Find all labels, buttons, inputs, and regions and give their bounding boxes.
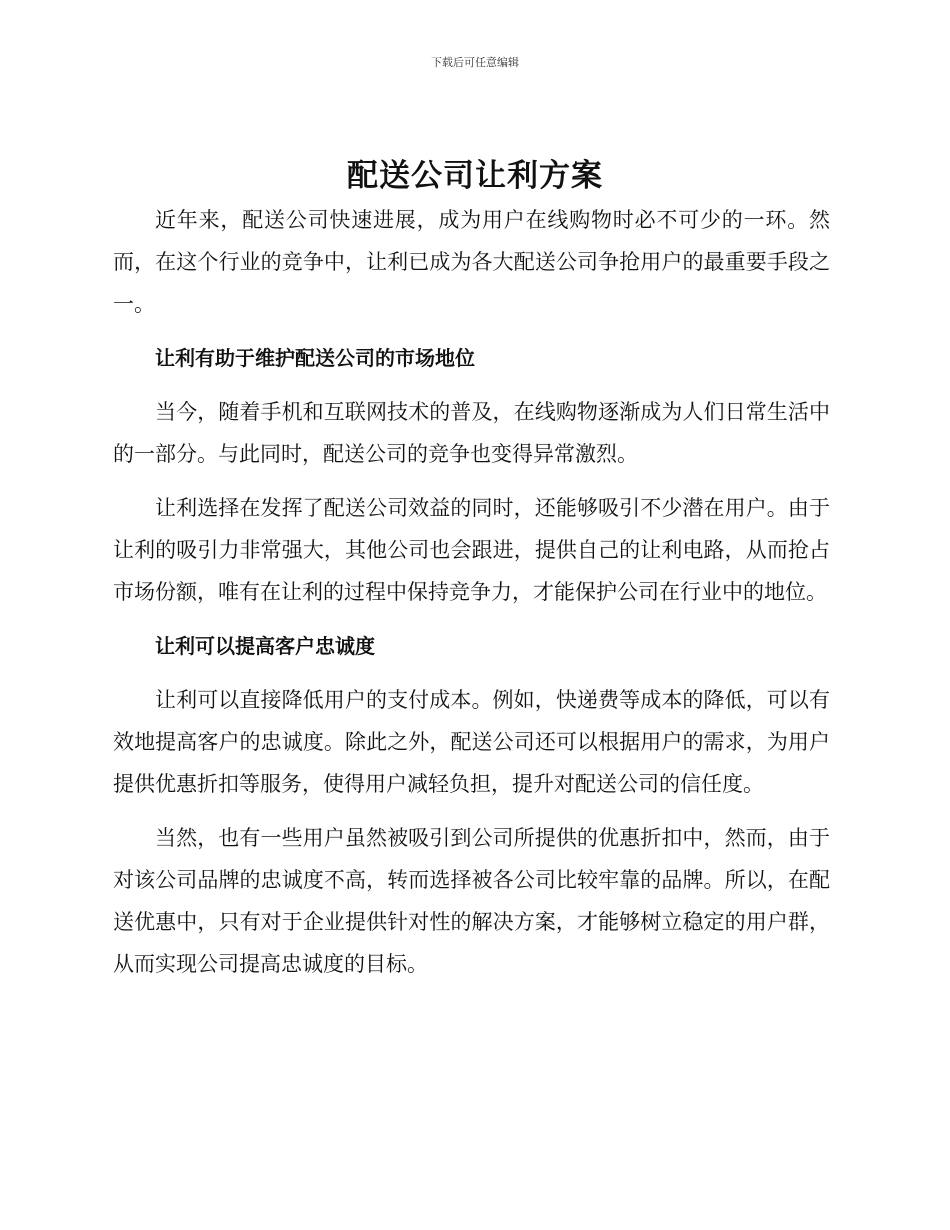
paragraph: 当今，随着手机和互联网技术的普及，在线购物逐渐成为人们日常生活中的一部分。与此同时，配送公司的竞争也变得异常激烈。 [113,400,830,466]
section-heading-customer-loyalty: 让利可以提高客户忠诚度 [155,634,375,658]
header-note: 下载后可任意编辑 [431,56,519,69]
document-title: 配送公司让利方案 [347,158,603,194]
paragraph: 当然，也有一些用户虽然被吸引到公司所提供的优惠折扣中，然而，由于对该公司品牌的忠诚度不高，转而选择被各公司比较牢靠的品牌。所以，在配送优惠中，只有对于企业提供针对性的解决方案，才能够树立稳定的用户群，从而实现公司提高忠诚度的目标。 [113,826,830,976]
paragraph: 让利选择在发挥了配送公司效益的同时，还能够吸引不少潜在用户。由于让利的吸引力非常强大，其他公司也会跟进，提供自己的让利电路，从而抢占市场份额，唯有在让利的过程中保持竞争力，才能保护公司在行业中的地位。 [113,496,830,604]
intro-paragraph: 近年来，配送公司快速进展，成为用户在线购物时必不可少的一环。然而，在这个行业的竞争中，让利已成为各大配送公司争抢用户的最重要手段之一。 [113,208,830,316]
document-body [113,199,830,997]
section-heading-market-position: 让利有助于维护配送公司的市场地位 [155,346,475,370]
paragraph: 让利可以直接降低用户的支付成本。例如，快递费等成本的降低，可以有效地提高客户的忠诚度。除此之外，配送公司还可以根据用户的需求，为用户提供优惠折扣等服务，使得用户减轻负担，提升对配送公司的信任度。 [113,688,830,796]
